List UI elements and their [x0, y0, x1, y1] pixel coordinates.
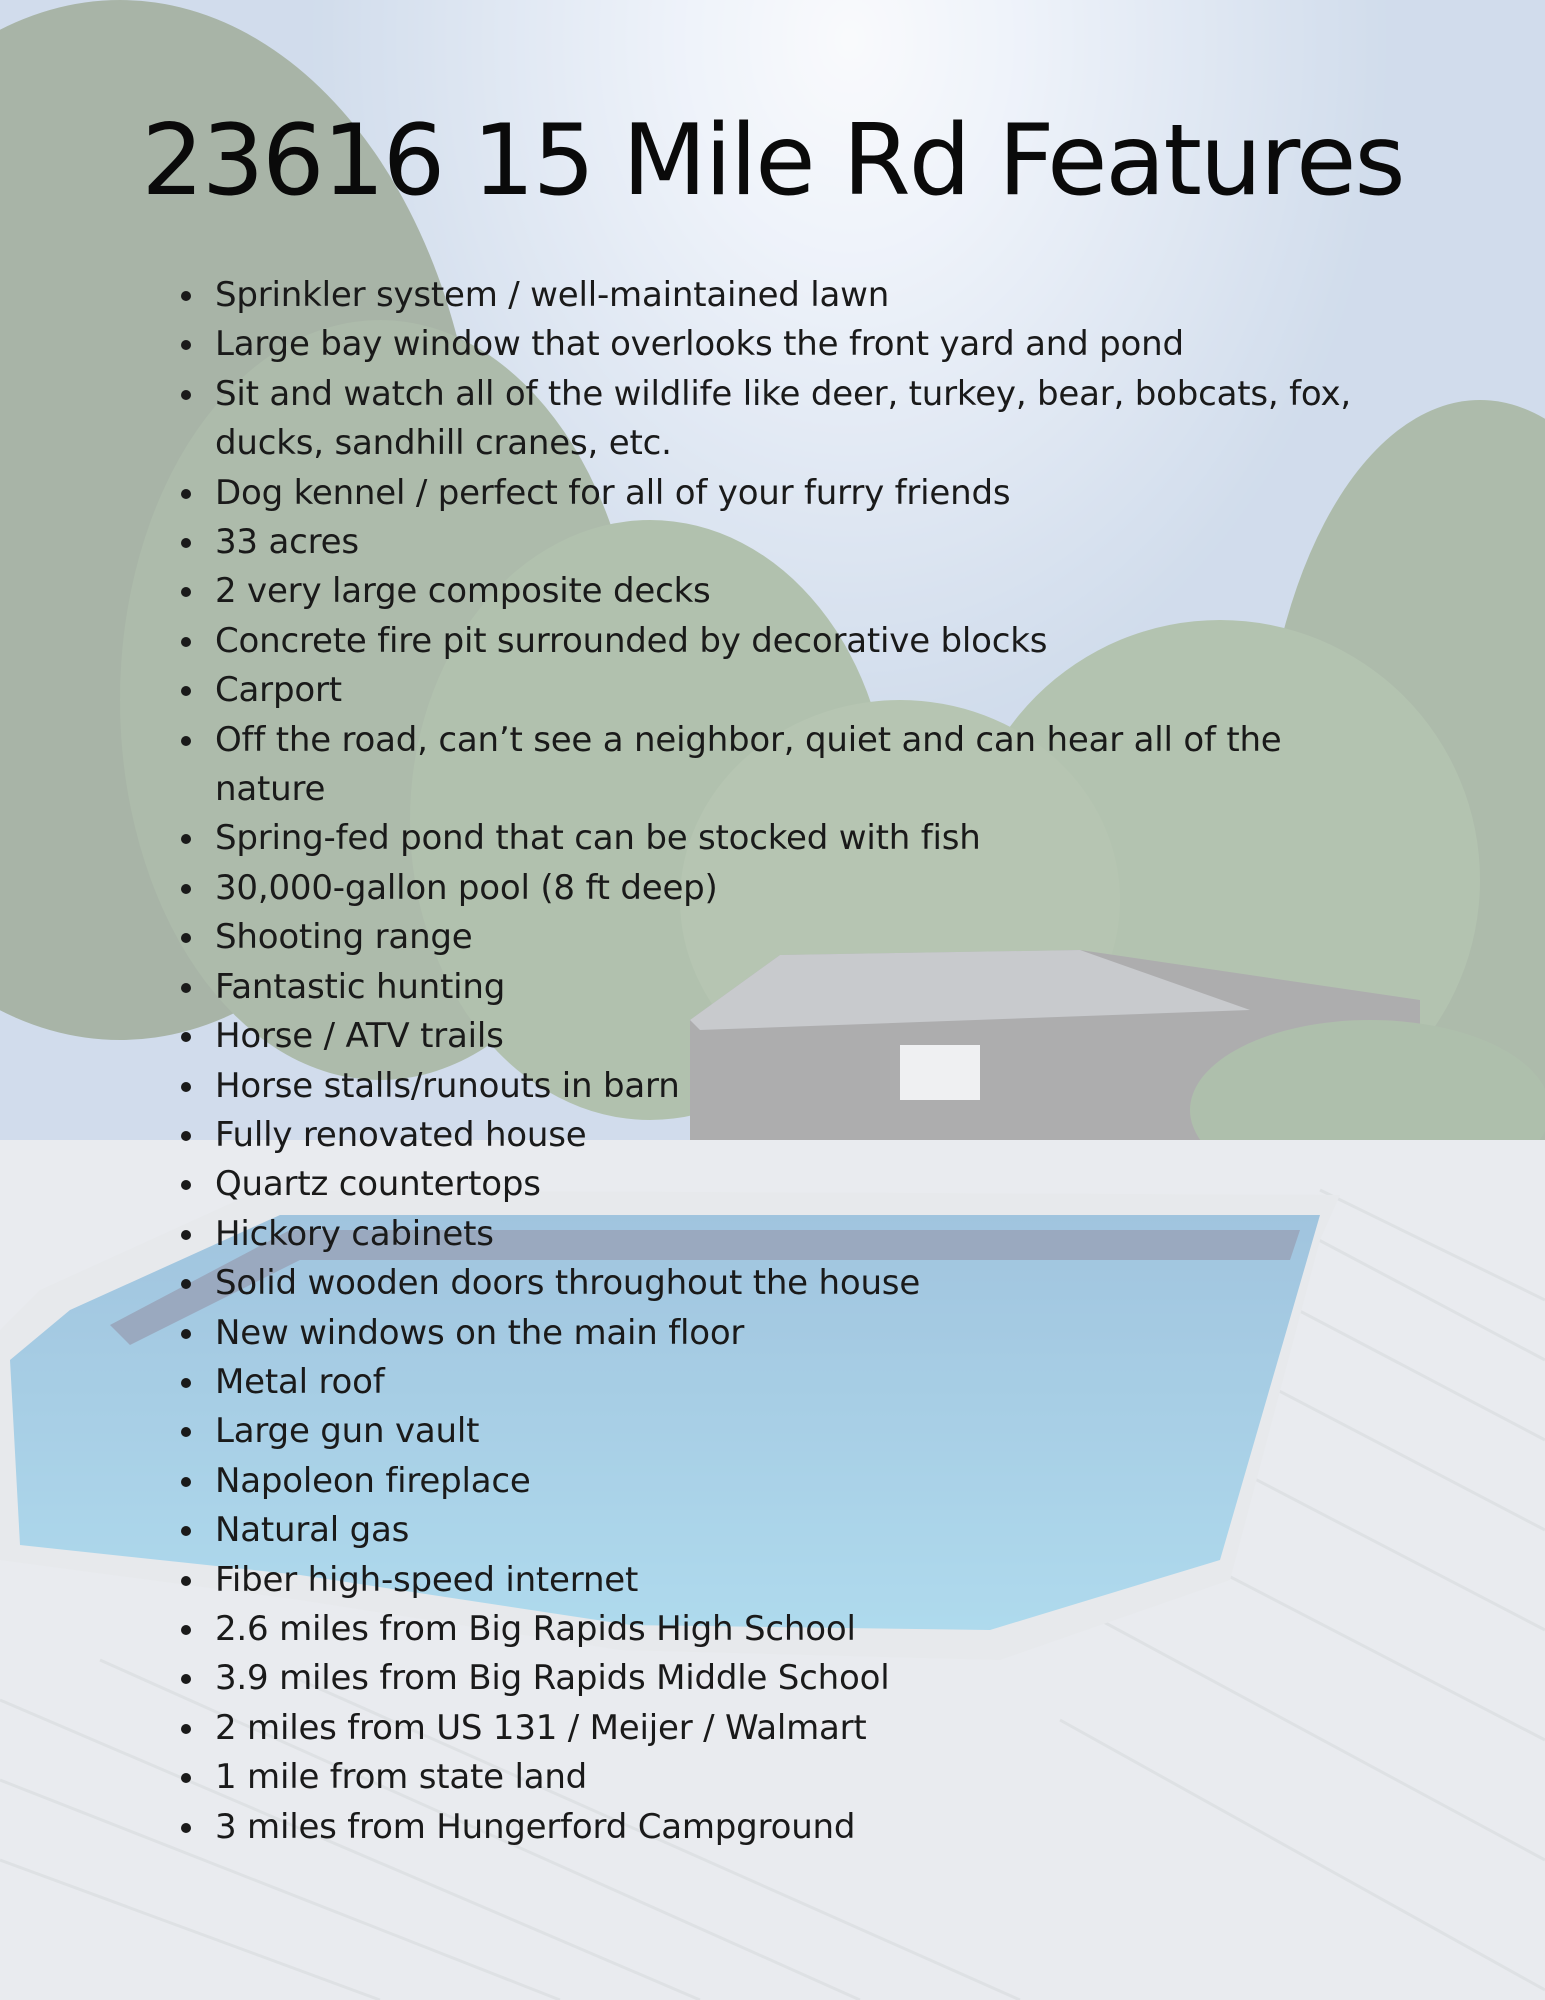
- feature-item: Off the road, can’t see a neighbor, quiet and can hear all of the nature: [215, 716, 1365, 815]
- feature-item: Large bay window that overlooks the front yard and pond: [215, 320, 1365, 369]
- feature-item: Horse stalls/runouts in barn: [215, 1062, 1365, 1111]
- feature-item: Horse / ATV trails: [215, 1012, 1365, 1061]
- feature-item: Concrete fire pit surrounded by decorative blocks: [215, 617, 1365, 666]
- feature-item: Napoleon fireplace: [215, 1457, 1365, 1506]
- feature-item: Hickory cabinets: [215, 1210, 1365, 1259]
- feature-item: 2 miles from US 131 / Meijer / Walmart: [215, 1704, 1365, 1753]
- feature-item: Quartz countertops: [215, 1160, 1365, 1209]
- feature-item: Solid wooden doors throughout the house: [215, 1259, 1365, 1308]
- feature-item: Fiber high-speed internet: [215, 1556, 1365, 1605]
- feature-item: 30,000-gallon pool (8 ft deep): [215, 864, 1365, 913]
- page-title: 23616 15 Mile Rd Features: [141, 104, 1404, 218]
- feature-item: 33 acres: [215, 518, 1365, 567]
- feature-item: Large gun vault: [215, 1407, 1365, 1456]
- feature-item: Shooting range: [215, 913, 1365, 962]
- feature-item: 3 miles from Hungerford Campground: [215, 1803, 1365, 1852]
- feature-item: Sprinkler system / well-maintained lawn: [215, 271, 1365, 320]
- feature-item: Dog kennel / perfect for all of your furry friends: [215, 469, 1365, 518]
- feature-item: Fantastic hunting: [215, 963, 1365, 1012]
- feature-item: Spring-fed pond that can be stocked with fish: [215, 814, 1365, 863]
- feature-list: [215, 271, 1365, 1852]
- feature-item: Fully renovated house: [215, 1111, 1365, 1160]
- feature-item: Natural gas: [215, 1506, 1365, 1555]
- feature-item: Sit and watch all of the wildlife like deer, turkey, bear, bobcats, fox, ducks, sandhill cranes, etc.: [215, 370, 1365, 469]
- feature-item: 2.6 miles from Big Rapids High School: [215, 1605, 1365, 1654]
- feature-item: Carport: [215, 666, 1365, 715]
- feature-item: 3.9 miles from Big Rapids Middle School: [215, 1654, 1365, 1703]
- feature-item: 1 mile from state land: [215, 1753, 1365, 1802]
- feature-item: Metal roof: [215, 1358, 1365, 1407]
- feature-item: 2 very large composite decks: [215, 567, 1365, 616]
- feature-item: New windows on the main floor: [215, 1309, 1365, 1358]
